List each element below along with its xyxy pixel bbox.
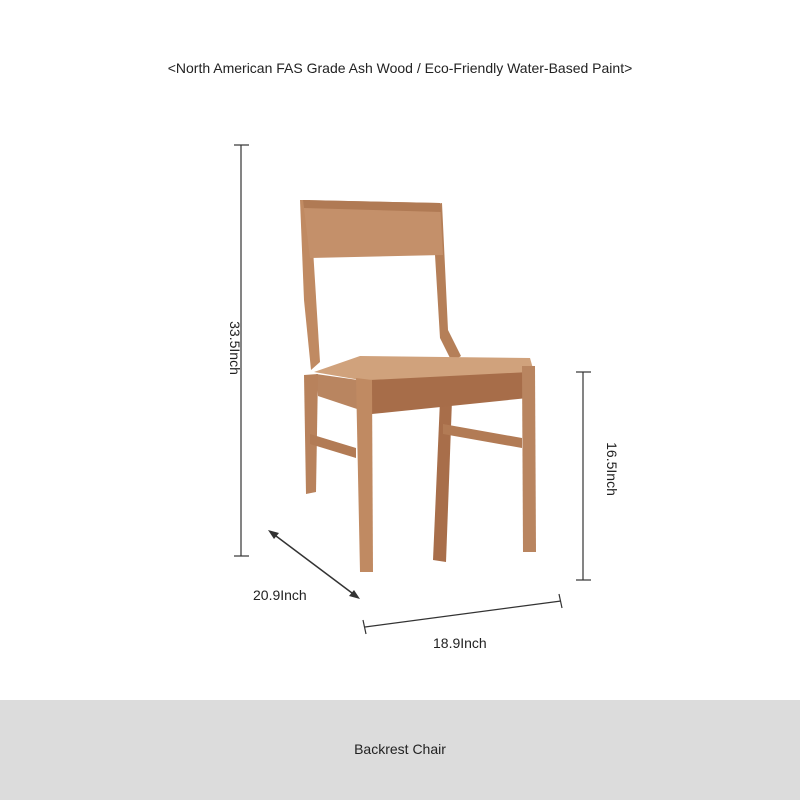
width-dimension-line xyxy=(363,594,562,634)
height-dimension-label: 33.5Inch xyxy=(227,321,243,375)
seat-height-dimension-line xyxy=(576,372,591,580)
footer-bar xyxy=(0,700,800,800)
width-dimension-label: 18.9Inch xyxy=(433,635,487,651)
material-caption: <North American FAS Grade Ash Wood / Eco-Friendly Water-Based Paint> xyxy=(167,60,633,76)
depth-dimension-label: 20.9Inch xyxy=(253,587,307,603)
seat-height-dimension-label: 16.5Inch xyxy=(604,442,620,496)
chair-illustration xyxy=(300,200,536,572)
product-name-label: Backrest Chair xyxy=(354,741,446,757)
